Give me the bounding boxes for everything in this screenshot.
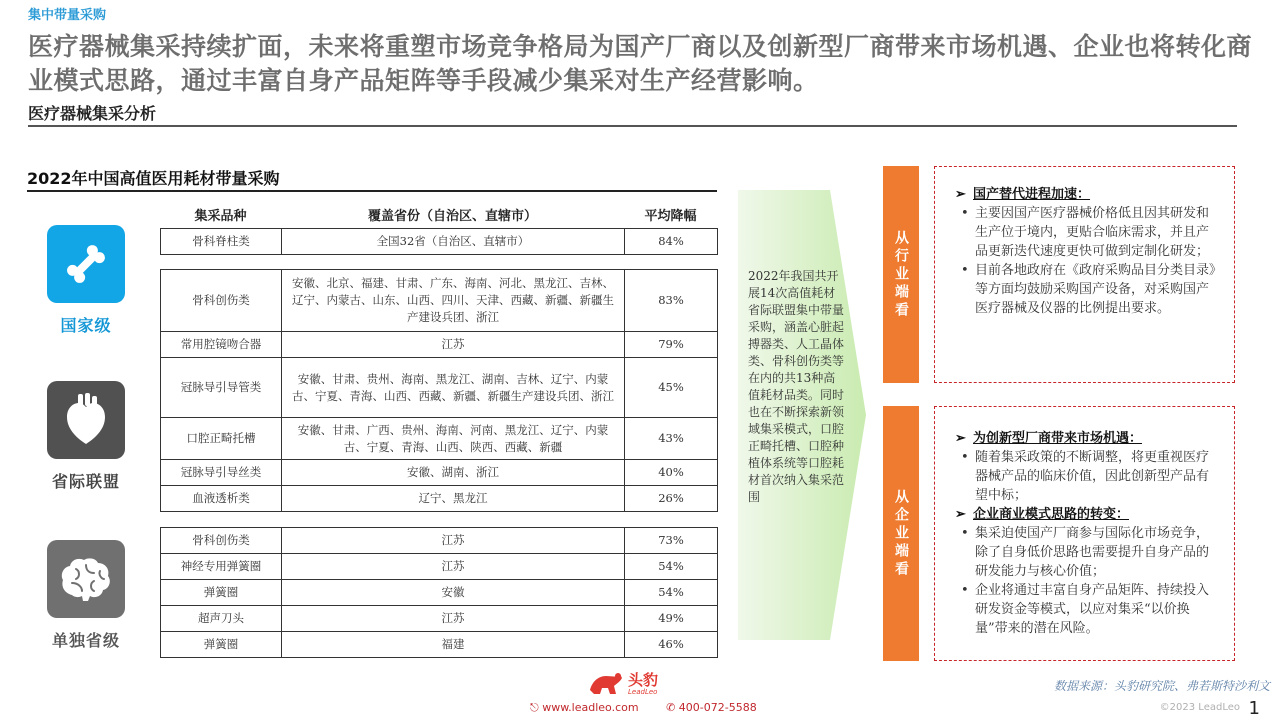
contact-info [530, 701, 781, 715]
list-item: • 集采迫使国产厂商参与国际化市场竞争，除了自身低价思路也需要提升自身产品的研发能力与核心价值； [959, 524, 1220, 581]
cell-reduction: 73% [625, 528, 718, 554]
bone-icon [47, 225, 125, 303]
cell-reduction: 46% [625, 632, 718, 658]
list-item: • 随着集采政策的不断调整，将更重视医疗器械产品的临床价值，因此创新型产品有望中标； [959, 448, 1220, 505]
enterprise-heading-1: ➢ 为创新型厂商带来市场机遇： [955, 429, 1220, 448]
cell-provinces: 江苏 [282, 332, 625, 358]
cell-category: 骨科创伤类 [161, 528, 282, 554]
table-national [160, 228, 718, 255]
copyright: ©2023 LeadLeo [1159, 702, 1240, 713]
table-row [161, 332, 718, 358]
summary-text: 2022年我国共开展14次高值耗材省际联盟集中带量采购，涵盖心脏起搏器类、人工晶体类、骨科创伤类等在内的共13种高值耗材品类。同时也在不断探索新领域集采模式，口腔正畸托槽、口腔种植体系统等口腔耗材首次纳入集采范围 [748, 269, 845, 504]
cell-category: 弹簧圈 [161, 632, 282, 658]
cell-category: 骨科脊柱类 [161, 229, 282, 255]
cell-provinces: 辽宁、黑龙江 [282, 486, 625, 512]
cell-category: 冠脉导引导管类 [161, 358, 282, 418]
list-item: • 企业将通过丰富自身产品矩阵、持续投入研发资金等模式，以应对集采“以价换量”带来的潜在风险。 [959, 581, 1220, 638]
list-item: • 主要因国产医疗器械价格低且因其研发和生产位于境内，更贴合临床需求，并且产品更新迭代速度更快可做到定制化研发； [959, 204, 1220, 261]
header-avg-reduction: 平均降幅 [644, 209, 697, 224]
leopard-logo-icon [586, 668, 626, 698]
phone-number: ✆ 400-072-5588 [666, 701, 757, 714]
cell-reduction: 54% [625, 580, 718, 606]
cell-category: 神经专用弹簧圈 [161, 554, 282, 580]
industry-bar-label: 从行业端看 [893, 229, 909, 320]
cell-provinces: 江苏 [282, 606, 625, 632]
cell-provinces: 江苏 [282, 554, 625, 580]
cell-reduction: 79% [625, 332, 718, 358]
cell-provinces: 安徽、湖南、浙江 [282, 460, 625, 486]
table-row [161, 632, 718, 658]
cell-reduction: 83% [625, 270, 718, 332]
enterprise-heading-2: ➢ 企业商业模式思路的转变： [955, 505, 1220, 524]
tier-alliance-label: 省际联盟 [51, 472, 120, 491]
cell-category: 血液透析类 [161, 486, 282, 512]
table-single [160, 527, 718, 658]
cell-category: 口腔正畸托槽 [161, 418, 282, 460]
industry-bullets [955, 204, 1220, 318]
table-row [161, 460, 718, 486]
enterprise-bullets-2 [955, 524, 1220, 638]
section-divider [28, 125, 1237, 127]
enterprise-bar [883, 406, 919, 661]
cell-reduction: 26% [625, 486, 718, 512]
cell-reduction: 40% [625, 460, 718, 486]
enterprise-panel [934, 406, 1235, 661]
table-title: 2022年中国高值医用耗材带量采购 [27, 169, 280, 188]
cell-provinces: 安徽、甘肃、广西、贵州、海南、河南、黑龙江、辽宁、内蒙古、宁夏、青海、山西、陕西、西藏、新疆 [282, 418, 625, 460]
tier-single-label: 单独省级 [51, 631, 120, 650]
cell-category: 冠脉导引导丝类 [161, 460, 282, 486]
tier-single [47, 540, 125, 651]
header-category: 集采品种 [194, 209, 247, 224]
page-number: 1 [1248, 698, 1260, 719]
tier-national-label: 国家级 [60, 316, 112, 335]
logo-name: 头豹 [628, 671, 659, 689]
table-header [160, 201, 717, 227]
table-title-divider [27, 190, 717, 192]
enterprise-bullets-1 [955, 448, 1220, 505]
section-title: 医疗器械集采分析 [28, 104, 157, 123]
cell-provinces: 江苏 [282, 528, 625, 554]
cell-provinces: 全国32省（自治区、直辖市） [282, 229, 625, 255]
cell-category: 超声刀头 [161, 606, 282, 632]
cell-provinces: 福建 [282, 632, 625, 658]
table-row [161, 554, 718, 580]
table-row [161, 229, 718, 255]
section-tag: 集中带量采购 [28, 8, 107, 23]
table-row [161, 606, 718, 632]
table-row [161, 358, 718, 418]
tier-alliance [47, 381, 125, 492]
table-alliance [160, 269, 718, 512]
heart-icon [47, 381, 125, 459]
header-provinces: 覆盖省份（自治区、直辖市） [367, 209, 537, 224]
tier-national [47, 225, 125, 336]
list-item: • 目前各地政府在《政府采购品目分类目录》等方面均鼓励采购国产设备，对采购国产医疗器械及仪器的比例提出要求。 [959, 261, 1220, 318]
industry-panel [934, 166, 1235, 383]
cell-category: 常用腔镜吻合器 [161, 332, 282, 358]
cell-reduction: 43% [625, 418, 718, 460]
cell-reduction: 45% [625, 358, 718, 418]
enterprise-bar-label: 从企业端看 [893, 488, 909, 579]
cell-provinces: 安徽、北京、福建、甘肃、广东、海南、河北、黑龙江、吉林、辽宁、内蒙古、山东、山西、四川、天津、西藏、新疆、新疆生产建设兵团、浙江 [282, 270, 625, 332]
website-link[interactable]: ⎋ www.leadleo.com [530, 701, 639, 714]
table-row [161, 580, 718, 606]
table-row [161, 528, 718, 554]
cell-provinces: 安徽、甘肃、贵州、海南、黑龙江、湖南、吉林、辽宁、内蒙古、宁夏、青海、山西、西藏、新疆、新疆生产建设兵团、浙江 [282, 358, 625, 418]
cell-provinces: 安徽 [282, 580, 625, 606]
data-source: 数据来源：头豹研究院、弗若斯特沙利文 [1053, 679, 1270, 693]
table-row [161, 270, 718, 332]
table-row [161, 486, 718, 512]
logo-english: LeadLeo [628, 688, 658, 696]
table-row [161, 418, 718, 460]
cell-reduction: 84% [625, 229, 718, 255]
page-headline: 医疗器械集采持续扩面，未来将重塑市场竞争格局为国产厂商以及创新型厂商带来市场机遇、企业也将转化商业模式思路，通过丰富自身产品矩阵等手段减少集采对生产经营影响。 [28, 32, 1253, 95]
brain-icon [47, 540, 125, 618]
industry-bar [883, 166, 919, 383]
industry-heading: ➢ 国产替代进程加速： [955, 185, 1220, 204]
cell-category: 骨科创伤类 [161, 270, 282, 332]
cell-reduction: 54% [625, 554, 718, 580]
cell-reduction: 49% [625, 606, 718, 632]
cell-category: 弹簧圈 [161, 580, 282, 606]
